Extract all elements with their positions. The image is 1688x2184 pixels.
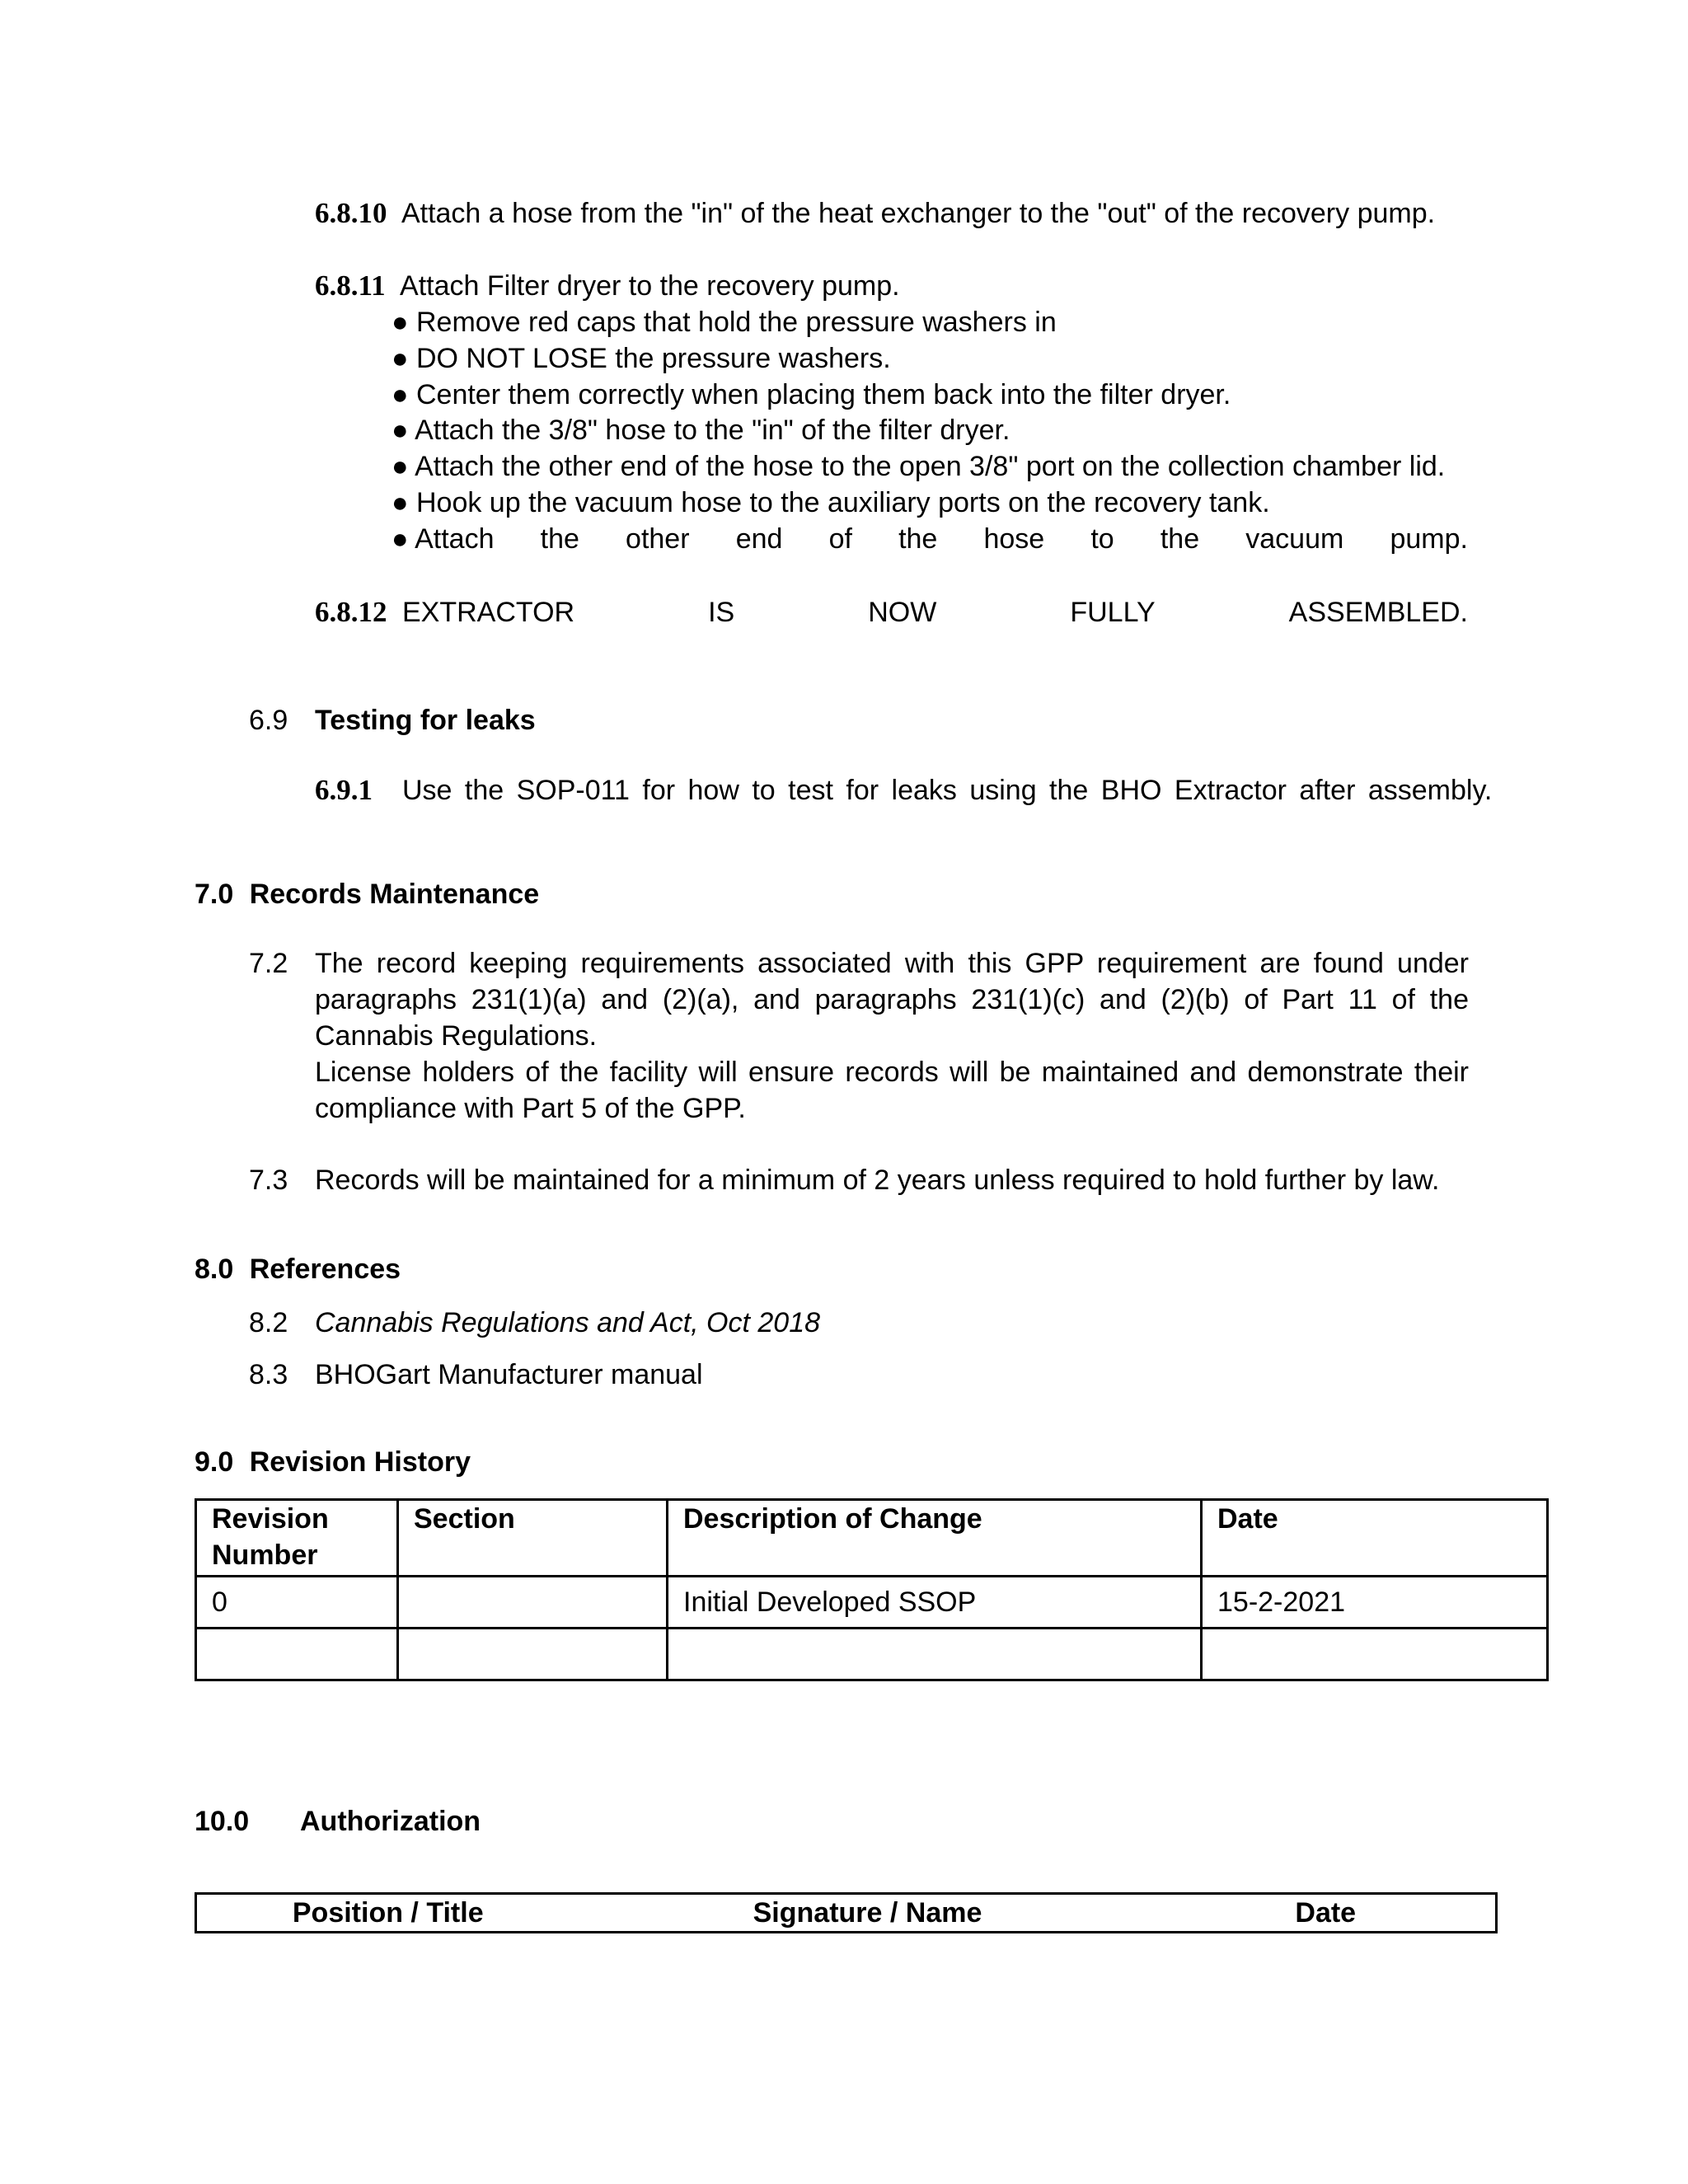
step-6-8-11: [315, 268, 900, 304]
step-6-8-12: [315, 594, 387, 630]
section-heading-8: 8.0 References: [195, 1254, 401, 1285]
item-7-2-text: The record keeping requirements associated with this GPP requirement are found under paragraphs 231(1)(a) and (2)(a), and paragraphs 231(1)(c) and (2)(b) of Part 11 of the Cannabis Regulations.: [315, 948, 1469, 1052]
item-7-2-text-2: License holders of the facility will ensure records will be maintained and demonstrate their compliance with Part 5 of the GPP.: [315, 1057, 1469, 1124]
step-number: 6.8.12: [315, 596, 387, 628]
section-6-9: [249, 702, 288, 738]
header-section: Section: [398, 1500, 668, 1577]
section-title: Testing for leaks: [315, 705, 536, 736]
header-date: Date: [1202, 1500, 1548, 1577]
reference-item: Cannabis Regulations and Act, Oct 2018: [315, 1307, 821, 1338]
item-number: 7.2: [249, 948, 288, 979]
section-heading-10: 10.0: [195, 1806, 250, 1837]
table-row: [196, 1629, 1548, 1680]
header-signature-name: Signature / Name: [579, 1894, 1156, 1933]
header-description: Description of Change: [668, 1500, 1202, 1577]
section-number: 6.9: [249, 705, 288, 736]
step-number: 6.8.11: [315, 269, 386, 302]
bullet-item: ● Attach the other end of the hose to the open 3/8" port on the collection chamber lid.: [392, 451, 1446, 482]
table-cell: [398, 1577, 668, 1629]
bullet-item: ● DO NOT LOSE the pressure washers.: [392, 343, 891, 374]
table-cell: Initial Developed SSOP: [668, 1577, 1202, 1629]
item-number: 8.3: [249, 1359, 288, 1390]
step-text: Attach Filter dryer to the recovery pump.: [400, 270, 900, 302]
step-number: 6.8.10: [315, 197, 387, 229]
table-row: [196, 1577, 1548, 1629]
header-revision-number: Revision Number: [196, 1500, 398, 1577]
table-cell: 15-2-2021: [1202, 1577, 1548, 1629]
step-number: 6.9.1: [315, 774, 373, 806]
reference-item: BHOGart Manufacturer manual: [315, 1359, 703, 1390]
item-number: 8.2: [249, 1307, 288, 1338]
table-cell: [1202, 1629, 1548, 1680]
step-6-8-10: [315, 195, 1435, 232]
table-header-row: [196, 1500, 1548, 1577]
item-7-3-text: Records will be maintained for a minimum of 2 years unless required to hold further by law.: [315, 1165, 1440, 1196]
step-6-8-12-text: EXTRACTOR IS NOW FULLY ASSEMBLED.: [402, 597, 1468, 628]
step-text: Use the SOP-011 for how to test for leaks using the BHO Extractor after assembly.: [402, 775, 1493, 806]
section-heading-9: 9.0 Revision History: [195, 1446, 471, 1478]
section-heading-7: 7.0 Records Maintenance: [195, 879, 540, 910]
item-number: 7.3: [249, 1165, 288, 1196]
table-cell: 0: [196, 1577, 398, 1629]
table-cell: [196, 1629, 398, 1680]
revision-history-table: [195, 1498, 1549, 1681]
step-text: Attach a hose from the "in" of the heat exchanger to the "out" of the recovery pump.: [401, 198, 1436, 229]
step-6-9-1: [315, 772, 373, 808]
bullet-item: ● Hook up the vacuum hose to the auxiliary ports on the recovery tank.: [392, 487, 1270, 518]
bullet-item: ● Attach the 3/8" hose to the "in" of the filter dryer.: [392, 415, 1010, 446]
table-cell: [398, 1629, 668, 1680]
section-title: Authorization: [300, 1806, 481, 1837]
bullet-item: ● Center them correctly when placing them back into the filter dryer.: [392, 379, 1231, 410]
table-cell: [668, 1629, 1202, 1680]
authorization-table: [195, 1892, 1498, 1933]
bullet-item: ● Remove red caps that hold the pressure washers in: [392, 307, 1057, 338]
header-date: Date: [1156, 1894, 1497, 1933]
table-header-row: [196, 1894, 1497, 1933]
bullet-item-justified: ● Attach the other end of the hose to the vacuum pump.: [392, 523, 1468, 555]
header-position-title: Position / Title: [196, 1894, 579, 1933]
